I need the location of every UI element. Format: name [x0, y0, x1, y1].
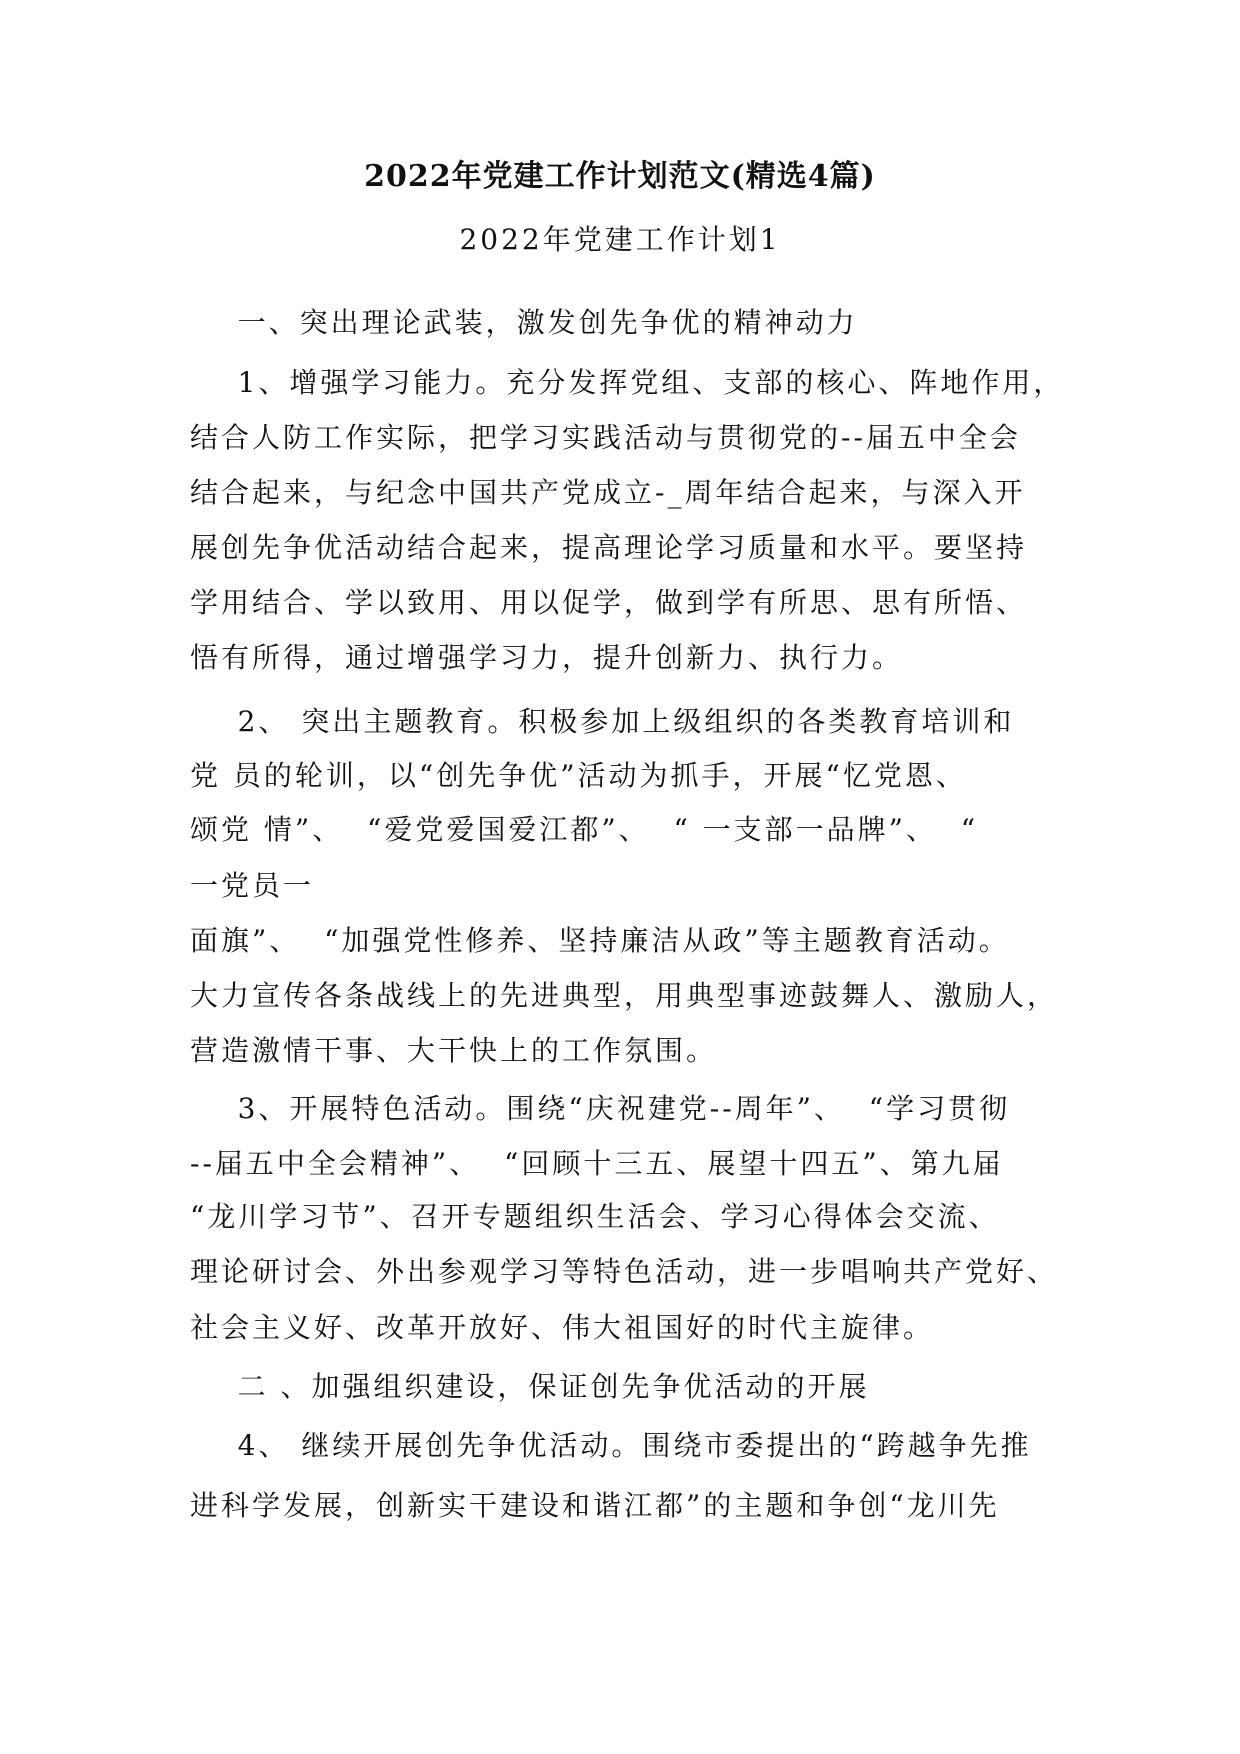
- paragraph-line: 2、 突出主题教育。积极参加上级组织的各类教育培训和: [190, 705, 1015, 738]
- paragraph-line: 颂党 情”、 “爱党爱国爱江都”、 “ 一支部一品牌”、 “: [190, 813, 979, 846]
- paragraph-line: 理论研讨会、外出参观学习等特色活动，进一步唱响共产党好、: [190, 1255, 1059, 1288]
- paragraph-line: 大力宣传各条战线上的先进典型，用典型事迹鼓舞人、激励人，: [190, 979, 1059, 1012]
- paragraph-line: --届五中全会精神”、 “回顾十三五、展望十四五”、第九届: [190, 1147, 1004, 1180]
- paragraph-line: 结合起来，与纪念中国共产党成立-_周年结合起来，与深入开: [190, 476, 1026, 509]
- document-subtitle: 2022年党建工作计划1: [459, 223, 781, 256]
- paragraph-line: 党 员的轮训，以“创先争优”活动为抓手，开展“忆党恩、: [190, 759, 967, 792]
- section-heading-2: 二 、加强组织建设，保证创先争优活动的开展: [190, 1370, 870, 1403]
- paragraph-line: “龙川学习节”、召开专题组织生活会、学习心得体会交流、: [190, 1200, 1000, 1233]
- document-title: 2022年党建工作计划范文(精选4篇): [364, 159, 876, 194]
- paragraph-line: 展创先争优活动结合起来，提高理论学习质量和水平。要坚持: [190, 531, 1028, 564]
- paragraph-line: 4、 继续开展创先争优活动。围绕市委提出的“跨越争先推: [190, 1429, 1032, 1462]
- paragraph-line: 营造激情干事、大干快上的工作氛围。: [190, 1034, 718, 1067]
- paragraph-line: 一党员一: [190, 869, 315, 902]
- paragraph-line: 面旗”、 “加强党性修养、坚持廉洁从政”等主题教育活动。: [190, 924, 1010, 957]
- paragraph-line: 进科学发展，创新实干建设和谐江都”的主题和争创“龙川先: [190, 1489, 1000, 1522]
- paragraph-line: 悟有所得，通过增强学习力，提升创新力、执行力。: [190, 641, 904, 674]
- paragraph-line: 结合人防工作实际，把学习实践活动与贯彻党的--届五中全会: [190, 421, 1021, 454]
- paragraph-line: 社会主义好、改革开放好、伟大祖国好的时代主旋律。: [190, 1311, 935, 1344]
- paragraph-line: 1、增强学习能力。充分发挥党组、支部的核心、阵地作用，: [190, 366, 1065, 399]
- paragraph-line: 3、开展特色活动。围绕“庆祝建党--周年”、 “学习贯彻: [190, 1092, 1011, 1125]
- paragraph-line: 学用结合、学以致用、用以促学，做到学有所思、思有所悟、: [190, 586, 1028, 619]
- section-heading-1: 一、突出理论武装，激发创先争优的精神动力: [190, 306, 858, 339]
